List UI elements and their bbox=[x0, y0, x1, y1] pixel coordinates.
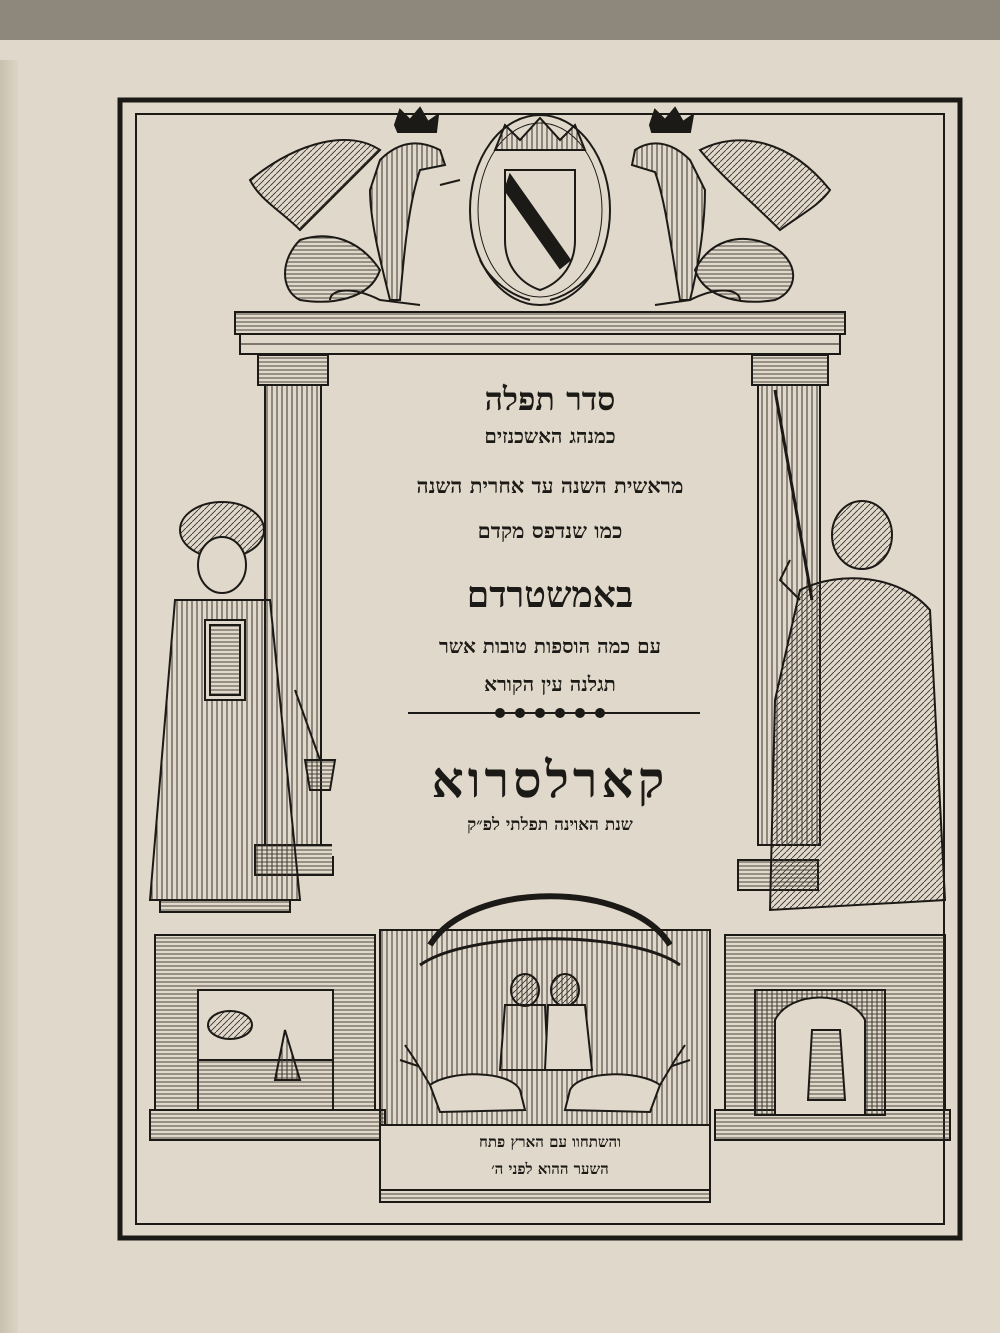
additions-line-1: עם כמה הוספות טובות אשר bbox=[439, 634, 661, 658]
verse-line-2: השער ההוא לפני ה׳ bbox=[491, 1160, 609, 1178]
figure-in-arch-panel bbox=[755, 990, 885, 1115]
previously-printed-line: כמו שנדפס מקדם bbox=[477, 518, 623, 543]
subtitle: כמנהג האשכנזים bbox=[484, 424, 616, 448]
coat-of-arms-crown bbox=[470, 115, 610, 305]
verse-line-1: והשתחוו עם הארץ פתח bbox=[479, 1133, 621, 1151]
griffin-left bbox=[250, 108, 460, 305]
griffin-right bbox=[632, 108, 830, 305]
scope-line: מראשית השנה עד אחרית השנה bbox=[416, 473, 684, 498]
first-city: באמשטרדם bbox=[466, 574, 634, 616]
entablature bbox=[235, 312, 845, 354]
page-title: סדר תפלה bbox=[484, 380, 616, 418]
year-line: שנת האוינה תפלתי לפ״ק bbox=[467, 815, 633, 835]
print-city: קארלסרוא bbox=[431, 750, 669, 809]
angel-scene-panel bbox=[198, 990, 333, 1110]
additions-line-2: תגלנה עין הקורא bbox=[484, 672, 616, 696]
